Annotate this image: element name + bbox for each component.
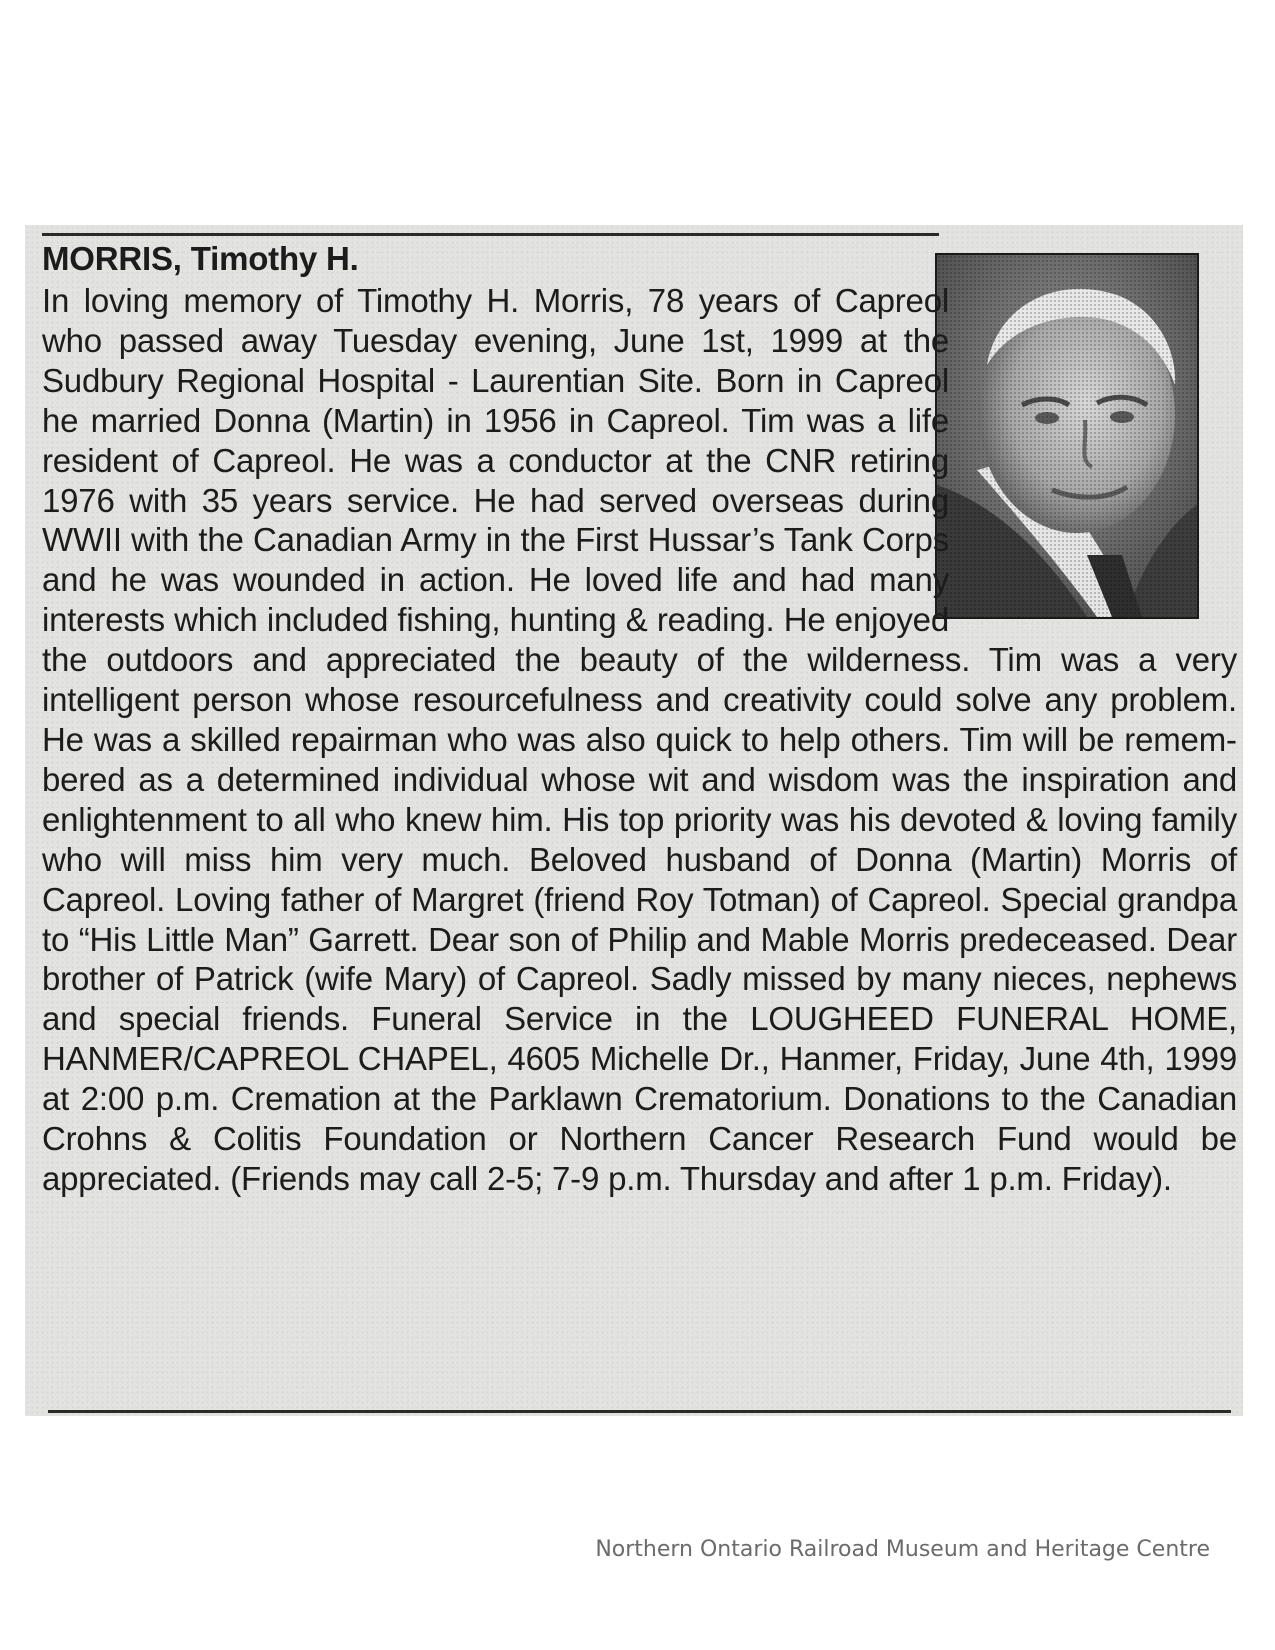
obituary-heading: MORRIS, Timothy H. (42, 240, 359, 277)
obituary-text (42, 237, 1237, 1199)
newspaper-clipping (25, 225, 1243, 1416)
top-rule (42, 233, 939, 236)
archive-credit: Northern Ontario Railroad Museum and Heritage Centre (595, 1537, 1210, 1562)
obituary-body: In loving memory of Timothy H. Morris, 78 years of Capreol who passed away Tuesday evening, June 1st, 1999 at the Sudbury Regional Hospital - Laurentian Site. Born in Capreol he married Donna (Martin) in 1956 in Capreol. Tim was a life resident of Capreol. He was a conductor at the CNR retiring 1976 with 35 years service. He had served overseas during WWII with the Canadian Army in the First Hussar’s Tank Corps and he was wounded in action. He loved life and had many interests which included fishing, hunting & reading. He enjoyed the outdoors and appreciated the beauty of the wilderness. Tim was a very intelligent person whose resourcefulness and creativity could solve any problem. He was a skilled repairman who was also quick to help others. Tim will be remembered as a determined individual whose wit and wisdom was the inspiration and enlightenment to all who knew him. His top priority was his devoted & loving family who will miss him very much. Beloved husband of Donna (Martin) Morris of Capreol. Loving father of Margret (friend Roy Totman) of Capreol. Special grandpa to “His Little Man” Garrett. Dear son of Philip and Mable Morris predeceased. Dear brother of Patrick (wife Mary) of Capreol. Sadly missed by many nieces, nephews and special friends. Funeral Service in the LOUGHEED FUNERAL HOME, HANMER/CAPREOL CHAPEL, 4605 Michelle Dr., Hanmer, Friday, June 4th, 1999 at 2:00 p.m. Cremation at the Parklawn Crematorium. Donations to the Canadian Crohns & Colitis Foundation or Northern Cancer Research Fund would be appreciated. (Friends may call 2-5; 7-9 p.m. Thursday and after 1 p.m. Friday). (42, 282, 1237, 1197)
bottom-rule (48, 1410, 1231, 1413)
